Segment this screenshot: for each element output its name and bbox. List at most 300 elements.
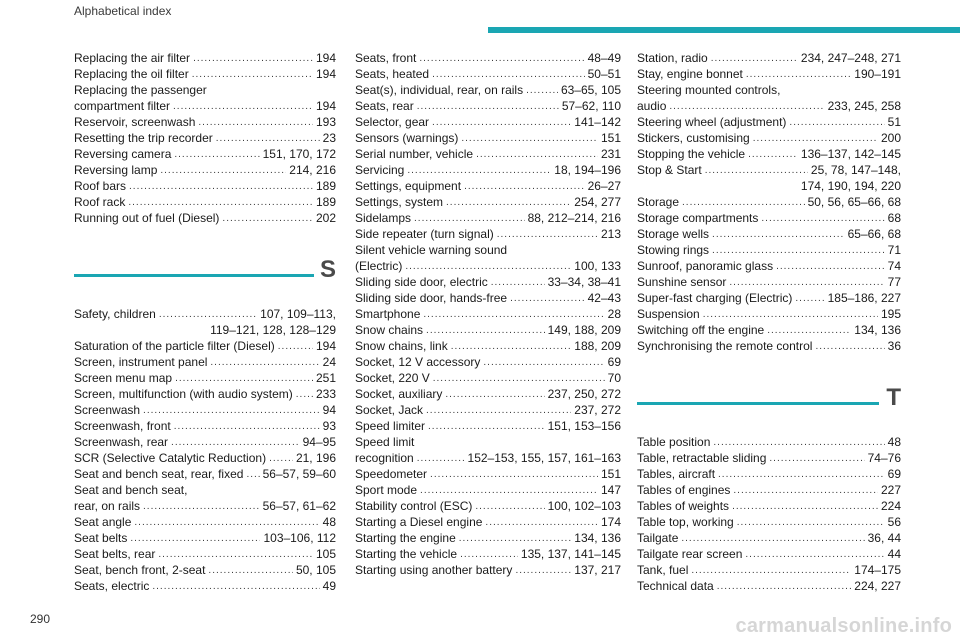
index-entry-pages: 48 — [322, 515, 336, 529]
index-entry — [637, 498, 901, 514]
index-entry — [74, 482, 336, 514]
index-entry-term: Screenwash — [74, 403, 141, 417]
index-entry-term: Seats, heated — [355, 67, 430, 81]
index-column-3 — [637, 50, 901, 594]
index-entry-pages: 48 — [887, 435, 901, 449]
index-entry — [74, 386, 336, 402]
index-entry-term: compartment filter — [74, 99, 171, 113]
index-entry-term: Sidelamps — [355, 211, 412, 225]
dot-leader — [417, 100, 559, 114]
dot-leader — [691, 564, 851, 578]
index-entry-pages: 188, 209 — [574, 339, 621, 353]
dot-leader — [192, 68, 313, 82]
dot-leader — [278, 340, 313, 354]
index-entry-term: Reversing lamp — [74, 163, 158, 177]
dot-leader — [510, 292, 585, 306]
index-entry-term: Settings, system — [355, 195, 444, 209]
dot-leader — [526, 84, 558, 98]
index-entry — [355, 514, 621, 530]
index-entry-term: Replacing the oil filter — [74, 67, 189, 81]
index-entry-pages: 194 — [315, 339, 336, 353]
index-entry-pages: 103–106, 112 — [263, 531, 336, 545]
dot-leader — [485, 516, 598, 530]
dot-leader — [417, 452, 465, 466]
index-entry-pages: 51 — [887, 115, 901, 129]
dot-leader — [461, 132, 598, 146]
index-entry-pages: 36, 44 — [867, 531, 901, 545]
index-entry-term: Super-fast charging (Electric) — [637, 291, 793, 305]
index-entry — [355, 242, 621, 274]
dot-leader — [246, 468, 259, 482]
dot-leader — [717, 580, 852, 594]
index-entry — [74, 402, 336, 418]
index-entry-pages: 254, 277 — [574, 195, 621, 209]
dot-leader — [746, 68, 851, 82]
index-entry-pages: 251 — [315, 371, 336, 385]
dot-leader — [451, 340, 572, 354]
index-entry — [355, 402, 621, 418]
index-entry-term: Safety, children — [74, 307, 156, 321]
index-entry-pages: 137, 217 — [574, 563, 621, 577]
index-entry-term: Replacing the air filter — [74, 51, 191, 65]
index-entry — [355, 162, 621, 178]
dot-leader — [428, 420, 545, 434]
dot-leader — [483, 356, 604, 370]
index-entry-term: Sliding side door, electric — [355, 275, 488, 289]
dot-leader — [420, 484, 598, 498]
dot-leader — [769, 452, 864, 466]
index-entry — [355, 466, 621, 482]
index-entry-pages: 135, 137, 141–145 — [520, 547, 621, 561]
dot-leader — [432, 116, 571, 130]
index-entry-pages: 68 — [887, 211, 901, 225]
index-entry — [355, 290, 621, 306]
index-entry-pages: 190–191 — [854, 67, 901, 81]
index-entry-term: SCR (Selective Catalytic Reduction) — [74, 451, 267, 465]
index-entry-term: Screen menu map — [74, 371, 173, 385]
dot-leader — [464, 180, 585, 194]
index-entry — [637, 322, 901, 338]
dot-leader — [193, 52, 313, 66]
header-title: Alphabetical index — [74, 4, 172, 18]
dot-leader — [491, 276, 545, 290]
index-entry-term: Socket, Jack — [355, 403, 424, 417]
index-entry-term: Sunroof, panoramic glass — [637, 259, 774, 273]
dot-leader — [475, 500, 544, 514]
dot-leader — [459, 532, 572, 546]
dot-leader — [748, 148, 798, 162]
index-entry — [355, 306, 621, 322]
index-entry-pages: 49 — [322, 579, 336, 593]
entry-group-t — [637, 434, 901, 594]
index-entry — [355, 178, 621, 194]
index-entry — [355, 274, 621, 290]
index-entry-pages: 50, 105 — [295, 563, 336, 577]
index-entry-pages: 189 — [315, 179, 336, 193]
dot-leader — [445, 388, 544, 402]
watermark-logo: carmanualsonline.info — [735, 615, 952, 637]
index-entry-term: Settings, equipment — [355, 179, 462, 193]
index-entry-pages: 69 — [887, 467, 901, 481]
index-entry-term: Sensors (warnings) — [355, 131, 459, 145]
index-entry-pages: 100, 102–103 — [547, 499, 621, 513]
index-entry-term: Speedometer — [355, 467, 428, 481]
index-entry — [637, 114, 901, 130]
index-entry-term: Switching off the engine — [637, 323, 765, 337]
index-entry-term: Speed limiter — [355, 419, 426, 433]
index-entry-pages: 194 — [315, 99, 336, 113]
index-entry — [637, 162, 901, 194]
index-entry-term: Technical data — [637, 579, 714, 593]
dot-leader — [174, 420, 320, 434]
index-entry-pages: 193 — [315, 115, 336, 129]
index-entry-pages: 42–43 — [587, 291, 621, 305]
index-entry-pages: 200 — [880, 131, 901, 145]
index-entry — [74, 66, 336, 82]
index-entry — [637, 482, 901, 498]
index-entry — [637, 290, 901, 306]
index-entry-term: Starting using another battery — [355, 563, 513, 577]
index-entry-pages: 56–57, 59–60 — [262, 467, 336, 481]
entry-group-r — [74, 50, 336, 226]
index-entry-term: Replacing the passenger — [74, 83, 207, 97]
index-entry — [74, 370, 336, 386]
index-entry-term: Silent vehicle warning sound — [355, 243, 508, 257]
index-entry-pages: 65–66, 68 — [847, 227, 901, 241]
index-entry-pages: 50, 56, 65–66, 68 — [807, 195, 901, 209]
index-entry — [637, 514, 901, 530]
index-entry — [355, 66, 621, 82]
index-entry — [74, 466, 336, 482]
section-header-t — [637, 370, 901, 430]
index-entry — [74, 194, 336, 210]
dot-leader — [269, 452, 293, 466]
index-entry-term: Socket, auxiliary — [355, 387, 443, 401]
index-entry — [74, 354, 336, 370]
index-entry-term: Stopping the vehicle — [637, 147, 746, 161]
index-entry — [637, 274, 901, 290]
index-entry-pages: 213 — [600, 227, 621, 241]
dot-leader — [426, 324, 545, 338]
index-entry-pages: 151, 170, 172 — [262, 147, 336, 161]
dot-leader — [669, 100, 824, 114]
dot-leader — [296, 388, 313, 402]
index-entry — [74, 578, 336, 594]
index-entry-term: Servicing — [355, 163, 405, 177]
index-entry-term: Steering mounted controls, — [637, 83, 781, 97]
index-entry-pages: 151 — [600, 131, 621, 145]
index-entry — [74, 562, 336, 578]
index-entry-term: Sliding side door, hands-free — [355, 291, 508, 305]
section-rule — [637, 402, 879, 405]
index-entry-term: Storage compartments — [637, 211, 759, 225]
index-entry-term: Seat and bench seat, rear, fixed — [74, 467, 244, 481]
index-entry — [637, 562, 901, 578]
index-entry-pages: 237, 250, 272 — [547, 387, 621, 401]
index-entry — [355, 194, 621, 210]
index-entry-term: Station, radio — [637, 51, 708, 65]
dot-leader — [497, 228, 598, 242]
index-entry-term: Suspension — [637, 307, 700, 321]
index-entry-pages: 100, 133 — [574, 259, 621, 273]
index-entry-pages: 202 — [315, 211, 336, 225]
dot-leader — [460, 548, 518, 562]
index-entry-pages: 147 — [600, 483, 621, 497]
index-entry-term: Serial number, vehicle — [355, 147, 474, 161]
dot-leader — [515, 564, 571, 578]
index-entry-term: Seat, bench front, 2-seat — [74, 563, 206, 577]
index-entry — [355, 482, 621, 498]
dot-leader — [718, 468, 885, 482]
index-entry-pages: 149, 188, 209 — [547, 323, 621, 337]
entry-group-st — [637, 50, 901, 354]
index-entry-pages: 234, 247–248, 271 — [800, 51, 901, 65]
dot-leader — [129, 180, 313, 194]
index-entry-pages: 233, 245, 258 — [827, 99, 901, 113]
section-rule — [74, 274, 314, 277]
index-entry — [355, 338, 621, 354]
index-entry-term: Screen, multifunction (with audio system) — [74, 387, 293, 401]
index-entry-term: Sunshine sensor — [637, 275, 727, 289]
dot-leader — [175, 372, 313, 386]
dot-leader — [703, 308, 878, 322]
index-entry — [355, 210, 621, 226]
dot-leader — [152, 580, 319, 594]
dot-leader — [745, 548, 884, 562]
index-entry-pages: 151 — [600, 467, 621, 481]
dot-leader — [173, 100, 313, 114]
dot-leader — [432, 68, 585, 82]
dot-leader — [423, 308, 604, 322]
dot-leader — [405, 260, 571, 274]
index-entry-term: Synchronising the remote control — [637, 339, 813, 353]
index-entry-term: Seat and bench seat, — [74, 483, 188, 497]
index-entry — [355, 562, 621, 578]
dot-leader — [476, 148, 598, 162]
index-entry-term: Socket, 12 V accessory — [355, 355, 481, 369]
index-entry-term: Storage — [637, 195, 680, 209]
index-entry — [637, 450, 901, 466]
index-column-2 — [355, 50, 621, 578]
index-entry-pages: 74–76 — [867, 451, 901, 465]
dot-leader — [789, 116, 884, 130]
index-entry — [637, 466, 901, 482]
dot-leader — [216, 132, 320, 146]
dot-leader — [732, 500, 878, 514]
index-entry-term: Snow chains — [355, 323, 424, 337]
index-entry — [74, 530, 336, 546]
index-entry — [637, 146, 901, 162]
index-entry-pages: 21, 196 — [295, 451, 336, 465]
index-entry-pages: 71 — [887, 243, 901, 257]
index-entry-pages: 237, 272 — [574, 403, 621, 417]
index-entry-pages: 189 — [315, 195, 336, 209]
index-entry-term: Reservoir, screenwash — [74, 115, 196, 129]
index-entry — [637, 530, 901, 546]
index-entry-pages: 50–51 — [587, 67, 621, 81]
index-entry-term: Seat belts — [74, 531, 128, 545]
index-entry — [74, 418, 336, 434]
dot-leader — [446, 196, 571, 210]
index-entry-pages: 56–57, 61–62 — [262, 499, 336, 513]
index-entry — [355, 546, 621, 562]
index-entry-term: Stowing rings — [637, 243, 710, 257]
index-entry-term: Table top, working — [637, 515, 734, 529]
index-entry — [637, 546, 901, 562]
index-entry-pages: 224 — [880, 499, 901, 513]
index-entry-term: Roof rack — [74, 195, 126, 209]
index-entry-pages: 194 — [315, 67, 336, 81]
index-entry — [355, 498, 621, 514]
index-entry-term: recognition — [355, 451, 414, 465]
dot-leader — [407, 164, 551, 178]
index-entry-pages: 28 — [607, 307, 621, 321]
index-entry-pages: 107, 109–113, — [260, 307, 336, 321]
index-entry-term: Reversing camera — [74, 147, 172, 161]
dot-leader — [705, 164, 808, 178]
dot-leader — [160, 164, 286, 178]
index-entry-term: rear, on rails — [74, 499, 141, 513]
index-entry — [74, 50, 336, 66]
index-entry-pages: 134, 136 — [574, 531, 621, 545]
index-entry-pages: 36 — [887, 339, 901, 353]
index-entry — [74, 306, 336, 338]
index-entry-term: Seat(s), individual, rear, on rails — [355, 83, 524, 97]
index-entry-term: Tables, aircraft — [637, 467, 716, 481]
index-entry — [74, 146, 336, 162]
index-entry — [74, 114, 336, 130]
dot-leader — [159, 308, 257, 322]
index-entry-pages: 88, 212–214, 216 — [527, 211, 621, 225]
index-entry-pages: 105 — [315, 547, 336, 561]
index-entry-term: Side repeater (turn signal) — [355, 227, 494, 241]
index-entry — [355, 226, 621, 242]
index-entry-pages: 233 — [315, 387, 336, 401]
index-entry-pages: 224, 227 — [854, 579, 901, 593]
index-entry-term: Screenwash, front — [74, 419, 171, 433]
dot-leader — [712, 244, 885, 258]
index-entry-page-continued: 119–121, 128, 128–129 — [210, 323, 336, 337]
index-entry — [355, 114, 621, 130]
dot-leader — [143, 404, 320, 418]
index-entry — [637, 578, 901, 594]
index-entry-term: Selector, gear — [355, 115, 430, 129]
index-entry — [355, 418, 621, 434]
index-entry-pages: 23 — [322, 131, 336, 145]
index-entry — [637, 82, 901, 114]
index-entry-term: audio — [637, 99, 667, 113]
index-entry-pages: 194 — [315, 51, 336, 65]
index-entry-pages: 214, 216 — [289, 163, 336, 177]
entry-group-s-continued — [355, 50, 621, 578]
index-entry — [355, 530, 621, 546]
index-entry-term: Storage wells — [637, 227, 710, 241]
section-letter: S — [319, 256, 336, 283]
index-entry — [74, 546, 336, 562]
index-entry — [637, 242, 901, 258]
dot-leader — [414, 212, 525, 226]
index-entry — [637, 130, 901, 146]
index-entry — [355, 146, 621, 162]
index-entry-term: Seats, electric — [74, 579, 150, 593]
dot-leader — [419, 52, 584, 66]
dot-leader — [130, 532, 260, 546]
index-entry-pages: 63–65, 105 — [560, 83, 621, 97]
index-entry — [74, 82, 336, 114]
dot-leader — [682, 196, 805, 210]
dot-leader — [761, 212, 884, 226]
index-entry — [355, 50, 621, 66]
index-entry-term: Seats, rear — [355, 99, 414, 113]
index-entry-pages: 24 — [322, 355, 336, 369]
index-entry — [355, 82, 621, 98]
dot-leader — [729, 276, 884, 290]
index-entry-page-continued: 174, 190, 194, 220 — [800, 179, 901, 193]
dot-leader — [767, 324, 851, 338]
dot-leader — [433, 372, 605, 386]
dot-leader — [171, 436, 300, 450]
index-entry-term: Screen, instrument panel — [74, 355, 208, 369]
index-entry-term: Tables of engines — [637, 483, 731, 497]
index-entry-term: Tailgate — [637, 531, 679, 545]
index-entry-pages: 44 — [887, 547, 901, 561]
index-entry-term: Tables of weights — [637, 499, 730, 513]
index-entry-pages: 174–175 — [854, 563, 901, 577]
index-entry-pages: 227 — [880, 483, 901, 497]
index-entry — [74, 178, 336, 194]
index-entry-pages: 77 — [887, 275, 901, 289]
dot-leader — [222, 212, 313, 226]
index-entry — [637, 50, 901, 66]
index-entry-term: Resetting the trip recorder — [74, 131, 213, 145]
index-entry-term: Starting a Diesel engine — [355, 515, 483, 529]
entry-group-s — [74, 306, 336, 594]
index-entry-pages: 136–137, 142–145 — [800, 147, 901, 161]
index-entry-term: Table position — [637, 435, 711, 449]
index-entry-term: Saturation of the particle filter (Diesel) — [74, 339, 275, 353]
index-entry-pages: 74 — [887, 259, 901, 273]
index-entry — [637, 338, 901, 354]
index-entry — [637, 258, 901, 274]
index-entry-pages: 70 — [607, 371, 621, 385]
dot-leader — [158, 548, 313, 562]
index-entry-pages: 18, 194–196 — [554, 163, 621, 177]
index-entry — [74, 210, 336, 226]
index-entry-pages: 185–186, 227 — [827, 291, 901, 305]
index-column-1 — [74, 50, 336, 594]
index-entry — [637, 210, 901, 226]
index-entry-pages: 134, 136 — [854, 323, 901, 337]
dot-leader — [198, 116, 313, 130]
index-entry-term: Starting the vehicle — [355, 547, 458, 561]
index-entry — [355, 130, 621, 146]
dot-leader — [713, 436, 884, 450]
index-entry-term: Seat angle — [74, 515, 132, 529]
dot-leader — [210, 356, 319, 370]
index-entry-term: Steering wheel (adjustment) — [637, 115, 787, 129]
section-letter: T — [886, 384, 901, 411]
dot-leader — [737, 516, 885, 530]
dot-leader — [753, 132, 878, 146]
index-entry — [637, 306, 901, 322]
index-entry-pages: 231 — [600, 147, 621, 161]
dot-leader — [815, 340, 884, 354]
dot-leader — [430, 468, 598, 482]
index-entry-pages: 48–49 — [587, 51, 621, 65]
index-entry-term: Socket, 220 V — [355, 371, 430, 385]
index-entry — [637, 194, 901, 210]
index-entry-pages: 141–142 — [574, 115, 621, 129]
